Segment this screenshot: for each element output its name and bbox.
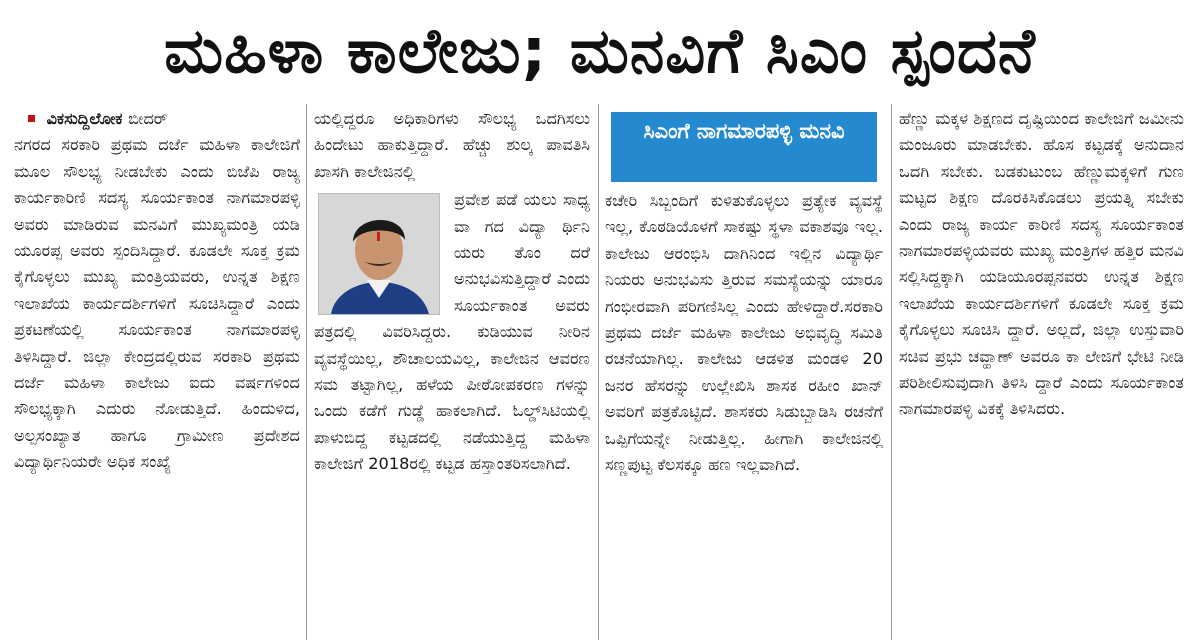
byline-city: ಬೀದರ್ — [128, 109, 168, 128]
article-paragraph: ಕಚೇರಿ ಸಿಬ್ಬಂದಿಗೆ ಕುಳಿತುಕೊಳ್ಳಲು ಪ್ರತ್ಯೇಕ ವ್ಯವಸ್ಥೆ ಇಲ್ಲ, ಕೊಠಡಿಯೊಳಗೆ ಸಾಕಷ್ಟು ಸ್ಥಳಾ ವಕಾಶವೂ ಇಲ್ಲ. ಕಾಲೇಜು ಆರಂಭಿಸಿ ದಾಗಿನಿಂದ ಇಲ್ಲಿನ ವಿದ್ಯಾರ್ಥಿ ನಿಯರು ಅನುಭವಿಸು ತ್ತಿರುವ ಸಮಸ್ಯೆಯನ್ನು ಯಾರೂ ಗಂಭೀರವಾಗಿ ಪರಿಗಣಿಸಿಲ್ಲ ಎಂದು ಹೇಳಿದ್ದಾರೆ.ಸರಕಾರಿ ಪ್ರಥಮ ದರ್ಜೆ ಮಹಿಳಾ ಕಾಲೇಜು ಅಭಿವೃದ್ಧಿ ಸಮಿತಿ ರಚನೆಯಾಗಿಲ್ಲ. ಕಾಲೇಜು ಆಡಳಿತ ಮಂಡಳಿ 20 ಜನರ ಹೆಸರನ್ನು ಉಲ್ಲೇಖಿಸಿ ಶಾಸಕ ರಹೀಂ ಖಾನ್ ಅವರಿಗೆ ಪತ್ರಕೊಟ್ಟಿದೆ. ಶಾಸಕರು ಸಿಡುಬ್ಬಾಡಿಸಿ ರಚನೆಗೆ ಒಪ್ಪಿಗೆಯನ್ನೇ ನೀಡುತ್ತಿಲ್ಲ. ಹೀಗಾಗಿ ಕಾಲೇಜಿನಲ್ಲಿ ಸಣ್ಣಪುಟ್ಟ ಕೆಲಸಕ್ಕೂ ಹಣ ಇಲ್ಲವಾಗಿದೆ. — [605, 191, 883, 475]
byline — [14, 106, 300, 132]
byline-source: ವಿಕಸುದ್ದಿಲೋಕ — [46, 109, 123, 128]
headline: ಮಹಿಳಾ ಕಾಲೇಜು; ಮನವಿಗೆ ಸಿಎಂ ಸ್ಪಂದನೆ — [164, 14, 1036, 87]
article-paragraph: ನಗರದ ಸರಕಾರಿ ಪ್ರಥಮ ದರ್ಜೆ ಮಹಿಳಾ ಕಾಲೇಜಿಗೆ ಮೂಲ ಸೌಲಭ್ಯ ನೀಡಬೇಕು ಎಂದು ಬಿಜೆಪಿ ರಾಜ್ಯ ಕಾರ್ಯಕಾರಿಣಿ ಸದಸ್ಯ ಸೂರ್ಯಕಾಂತ ನಾಗಮಾರಪಳ್ಳಿ ಅವರು ಮಾಡಿರುವ ಮನವಿಗೆ ಮುಖ್ಯಮಂತ್ರಿ ಯಡಿ ಯೂರಪ್ಪ ಅವರು ಸ್ಪಂದಿಸಿದ್ದಾರೆ. ಕೂಡಲೇ ಸೂಕ್ತ ಕ್ರಮ ಕೈಗೊಳ್ಳಲು ಮುಖ್ಯ ಮಂತ್ರಿಯವರು, ಉನ್ನತ ಶಿಕ್ಷಣ ಇಲಾಖೆಯ ಕಾರ್ಯದರ್ಶಿಗಳಿಗೆ ಸೂಚಿಸಿದ್ದಾರೆ ಎಂದು ಪ್ರಕಟಣೆಯಲ್ಲಿ ಸೂರ್ಯಕಾಂತ ನಾಗಮಾರಪಳ್ಳಿ ತಿಳಿಸಿದ್ದಾರೆ. ಜಿಲ್ಲಾ ಕೇಂದ್ರದಲ್ಲಿರುವ ಸರಕಾರಿ ಪ್ರಥಮ ದರ್ಜೆ ಮಹಿಳಾ ಕಾಲೇಜು ಐದು ವರ್ಷಗಳಿಂದ ಸೌಲಭ್ಯಕ್ಕಾಗಿ ಎದುರು ನೋಡುತ್ತಿದೆ. ಹಿಂದುಳಿದ, ಅಲ್ಪಸಂಖ್ಯಾತ ಹಾಗೂ ಗ್ರಾಮೀಣ ಪ್ರದೇಶದ ವಿದ್ಯಾರ್ಥಿನಿಯರೇ ಅಧಿಕ ಸಂಖ್ಯೆ — [14, 135, 300, 472]
portrait-icon — [319, 194, 439, 314]
article-paragraph: ಪತ್ರದಲ್ಲಿ ವಿವರಿಸಿದ್ದರು. ಕುಡಿಯುವ ನೀರಿನ ವ್ಯವಸ್ಥೆಯಿಲ್ಲ, ಶೌಚಾಲಯವಿಲ್ಲ, ಕಾಲೇಜಿನ ಆವರಣ ಸಮ ತಟ್ಟಾಗಿಲ್ಲ, ಹಳೆಯ ಪೀಠೋಪಕರಣ ಗಳನ್ನು ಒಂದು ಕಡೆಗೆ ಗುಡ್ಡೆ ಹಾಕಲಾಗಿದೆ. ಓಲ್ಡ್‌ಸಿಟಿಯಲ್ಲಿ ಪಾಳುಬಿದ್ದ ಕಟ್ಟಡದಲ್ಲಿ ನಡೆಯುತ್ತಿದ್ದ ಮಹಿಳಾ ಕಾಲೇಜಿಗೆ 2018ರಲ್ಲಿ ಕಟ್ಟಡ ಹಸ್ತಾಂತರಿಸಲಾಗಿದೆ. — [314, 322, 590, 474]
column-divider — [891, 104, 892, 640]
subhead-box: ಸಿಎಂಗೆ ನಾಗಮಾರಪಳ್ಳಿ ಮನವಿ — [611, 112, 877, 182]
photo-row — [314, 187, 590, 315]
column-divider — [598, 104, 599, 640]
article-paragraph: ಹೆಣ್ಣು ಮಕ್ಕಳ ಶಿಕ್ಷಣದ ದೃಷ್ಟಿಯಿಂದ ಕಾಲೇಜಿಗೆ ಜಮೀನು ಮಂಜೂರು ಮಾಡಬೇಕು. ಹೊಸ ಕಟ್ಟಡಕ್ಕೆ ಅನುದಾನ ಒದಗಿ ಸಬೇಕು. ಬಡಕುಟುಂಬ ಹೆಣ್ಣುಮಕ್ಕಳಿಗೆ ಗುಣ ಮಟ್ಟದ ಶಿಕ್ಷಣ ದೊರಕಿಸಿಕೊಡಲು ಪ್ರಯತ್ನಿ ಸಬೇಕು ಎಂದು ರಾಜ್ಯ ಕಾರ್ಯ ಕಾರಿಣಿ ಸದಸ್ಯ ಸೂರ್ಯಕಾಂತ ನಾಗಮಾರಪಳ್ಳಿಯವರು ಮುಖ್ಯ ಮಂತ್ರಿಗಳ ಹತ್ತಿರ ಮನವಿ ಸಲ್ಲಿಸಿದ್ದಕ್ಕಾಗಿ ಯಡಿಯೂರಪ್ಪನವರು ಉನ್ನತ ಶಿಕ್ಷಣ ಇಲಾಖೆಯ ಕಾರ್ಯದರ್ಶಿಗಳಿಗೆ ಕೂಡಲೇ ಸೂಕ್ತ ಕ್ರಮ ಕೈಗೊಳ್ಳಲು ಸೂಚಿಸಿ ದ್ದಾರೆ. ಅಲ್ಲದೆ, ಜಿಲ್ಲಾ ಉಸ್ತುವಾರಿ ಸಚಿವ ಪ್ರಭು ಚವ್ಹಾಣ್ ಅವರೂ ಕಾ ಲೇಜಿಗೆ ಭೇಟಿ ನೀಡಿ ಪರಿಶೀಲಿಸುವುದಾಗಿ ತಿಳಿಸಿ ದ್ದಾರೆ ಎಂದು ಸೂರ್ಯಕಾಂತ ನಾಗಮಾರಪಳ್ಳಿ ವಿಕಕ್ಕೆ ತಿಳಿಸಿದರು. — [899, 109, 1184, 419]
article-column-3 — [605, 106, 883, 640]
article-column-1 — [14, 106, 300, 640]
article-column-2 — [314, 106, 590, 640]
article-paragraph: ಯಲ್ಲಿದ್ದರೂ ಅಧಿಕಾರಿಗಳು ಸೌಲಭ್ಯ ಒದಗಿಸಲು ಹಿಂದೇಟು ಹಾಕುತ್ತಿದ್ದಾರೆ. ಹೆಚ್ಚು ಶುಲ್ಕ ಪಾವತಿಸಿ ಖಾಸಗಿ ಕಾಲೇಜಿನಲ್ಲಿ — [314, 109, 590, 181]
portrait-photo — [318, 193, 440, 315]
column-divider — [306, 104, 307, 640]
bullet-square-icon — [28, 115, 35, 122]
caption-wrap-text: ಪ್ರವೇಶ ಪಡೆ ಯಲು ಸಾಧ್ಯ ವಾ ಗದ ವಿದ್ಯಾ ರ್ಥಿನಿ ಯರು ತೊಂ ದರೆ ಅನುಭವಿಸುತ್ತಿದ್ದಾರೆ ಎಂದು ಸೂರ್ಯಕಾಂತ ಅವರು — [454, 190, 590, 315]
article-column-4 — [899, 106, 1184, 640]
